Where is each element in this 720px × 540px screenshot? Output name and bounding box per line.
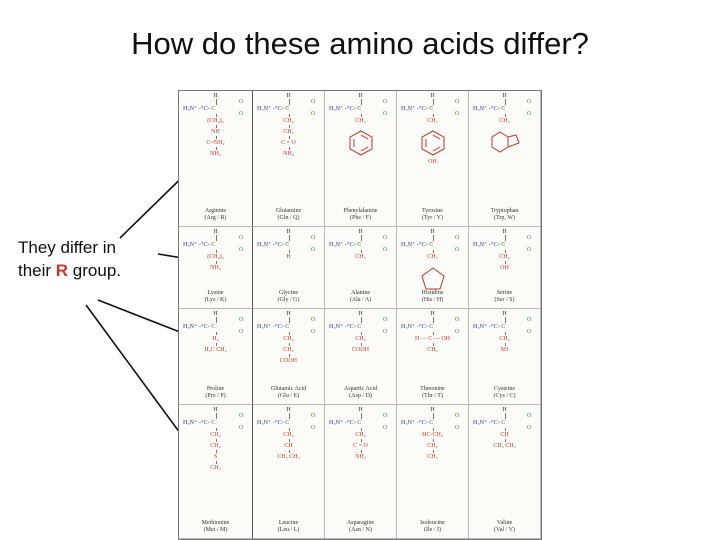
carbonyl-carbon: C [285, 323, 290, 330]
alpha-hydrogen: H [213, 311, 218, 317]
bond-line [289, 317, 290, 323]
amino-acid-cell [253, 227, 325, 309]
carboxyl-oxygen: O [527, 235, 532, 241]
carboxyl-oxygen: O [311, 111, 316, 117]
amino-acid-name [469, 386, 540, 400]
amine-group: H₃N⁺ -°C- [473, 241, 502, 248]
r-group-atom: (CH₂)₄ [207, 254, 224, 260]
backbone-formula [329, 241, 361, 248]
carboxyl-oxygen: O [455, 425, 460, 431]
amino-acid-full-name: Histidine [421, 290, 444, 296]
carbonyl-carbon: C [357, 105, 362, 112]
r-group-atom: NH₂ [283, 151, 294, 157]
carboxyl-oxygen: O [383, 111, 388, 117]
bond-line [505, 317, 506, 323]
r-group-atom: SH [500, 347, 509, 353]
bond-line [216, 317, 217, 323]
backbone-formula [473, 419, 505, 426]
amino-acid-name [469, 290, 540, 304]
bond-line [216, 413, 217, 419]
caption-r-letter: R [55, 261, 69, 280]
carboxyl-oxygen: O [383, 235, 388, 241]
bond-line [433, 317, 434, 323]
alpha-hydrogen: H [286, 407, 291, 413]
amino-acid-abbreviation: (Thr / T) [422, 393, 443, 399]
amino-acid-full-name: Tryptophan [490, 208, 519, 214]
bond-line [433, 235, 434, 241]
carboxyl-oxygen: O [527, 99, 532, 105]
r-group-atom: CH₂ [427, 118, 438, 124]
alpha-hydrogen: H [213, 407, 218, 413]
amino-acid-abbreviation: (His / H) [421, 297, 444, 303]
amino-acid-full-name: Phenylalanine [343, 208, 378, 214]
carboxyl-oxygen: O [239, 329, 244, 335]
slide-title: How do these amino acids differ? [131, 26, 589, 61]
amino-acid-full-name: Glycine [279, 290, 298, 296]
amino-acid-name [397, 386, 468, 400]
benzene-ring-icon [418, 129, 448, 157]
amino-acid-cell [179, 227, 253, 309]
indole-ring-icon [490, 129, 520, 157]
amine-group: H₃N⁺ -°C- [473, 419, 502, 426]
bond-line [361, 413, 362, 419]
backbone-formula [329, 419, 361, 426]
bond-line [505, 99, 506, 105]
amino-acid-cell [253, 91, 325, 227]
amino-acid-full-name: Asparagine [346, 520, 375, 526]
backbone-formula [183, 419, 215, 426]
carboxyl-oxygen: O [239, 235, 244, 241]
alpha-hydrogen: H [358, 93, 363, 99]
carbonyl-carbon: C [285, 105, 290, 112]
amine-group: H₃N⁺ -°C- [183, 105, 212, 112]
r-group-atom: CH₂ [283, 432, 294, 438]
bond-line [289, 99, 290, 105]
carbonyl-carbon: C [357, 241, 362, 248]
caption-line-1: They differ in [18, 238, 116, 257]
benzene-ring-icon [346, 129, 376, 157]
r-group-atom: H [286, 254, 291, 260]
r-group-atom: NH₂ [210, 265, 221, 271]
amino-acid-name [325, 520, 396, 534]
carbonyl-carbon: C [357, 323, 362, 330]
carboxyl-oxygen: O [239, 111, 244, 117]
bond-line [505, 235, 506, 241]
carbonyl-carbon: C [211, 105, 216, 112]
r-group-atom: CH₂ [499, 118, 510, 124]
r-group-atom: CH₃ [355, 254, 366, 260]
amine-group: H₃N⁺ -°C- [183, 323, 212, 330]
amine-group: H₃N⁺ -°C- [401, 241, 430, 248]
amino-acid-full-name: Glutamine [275, 208, 302, 214]
r-group-atom: CH₃ [427, 454, 438, 460]
amine-group: H₃N⁺ -°C- [329, 105, 358, 112]
r-group-atom: CH [500, 432, 509, 438]
bond-line [289, 235, 290, 241]
amine-group: H₃N⁺ -°C- [257, 241, 286, 248]
amine-group: H₃N⁺ -°C- [401, 323, 430, 330]
carboxyl-oxygen: O [239, 247, 244, 253]
r-group-atom: H₂ [212, 336, 219, 342]
alpha-hydrogen: H [213, 93, 218, 99]
carboxyl-oxygen: O [527, 413, 532, 419]
r-group-atom: HC-CH₃ [422, 432, 443, 438]
amino-acid-abbreviation: (Val / V) [494, 527, 515, 533]
r-group-atom: CH₂ [427, 254, 438, 260]
carboxyl-oxygen: O [527, 247, 532, 253]
amine-group: H₃N⁺ -°C- [257, 323, 286, 330]
alpha-hydrogen: H [502, 229, 507, 235]
amino-acid-cell [397, 405, 469, 539]
amino-acid-abbreviation: (Lys / K) [204, 297, 227, 303]
r-group-atom: NH [211, 129, 220, 135]
carbonyl-carbon: C [211, 419, 216, 426]
r-group-atom: CH [284, 443, 293, 449]
amino-acid-cell [325, 405, 397, 539]
r-group-atom: OH [500, 265, 509, 271]
carbonyl-carbon: C [429, 105, 434, 112]
backbone-formula [401, 105, 433, 112]
backbone-formula [401, 241, 433, 248]
amino-acid-name [397, 520, 468, 534]
r-group-atom: S [213, 454, 218, 460]
carboxyl-oxygen: O [383, 317, 388, 323]
alpha-hydrogen: H [430, 407, 435, 413]
backbone-formula [257, 105, 289, 112]
amino-acid-cell [179, 91, 253, 227]
r-group-atom: CH₂ [355, 118, 366, 124]
r-group-atom: H₂C CH₂ [204, 347, 227, 353]
carboxyl-oxygen: O [311, 99, 316, 105]
alpha-hydrogen: H [430, 229, 435, 235]
amino-acid-abbreviation: (Cys / C) [493, 393, 516, 399]
carboxyl-oxygen: O [455, 329, 460, 335]
amino-acid-cell [325, 91, 397, 227]
amino-acid-full-name: Threonine [420, 386, 445, 392]
r-group-atom: CH₂ [499, 336, 510, 342]
amine-group: H₃N⁺ -°C- [473, 105, 502, 112]
carboxyl-oxygen: O [239, 317, 244, 323]
backbone-formula [183, 323, 215, 330]
amino-acid-cell [253, 309, 325, 405]
amino-acid-cell [179, 405, 253, 539]
amine-group: H₃N⁺ -°C- [257, 105, 286, 112]
amino-acid-cell [325, 309, 397, 405]
r-group-atom: CH₂ [355, 336, 366, 342]
r-group-atom: C = O [353, 443, 368, 449]
backbone-formula [257, 241, 289, 248]
r-group-atom: CH₂ [499, 254, 510, 260]
amino-acid-full-name: Leucine [278, 520, 299, 526]
r-group-atom: CH₂ [210, 443, 221, 449]
amino-acid-full-name: Arginine [204, 208, 227, 214]
alpha-hydrogen: H [286, 311, 291, 317]
carboxyl-oxygen: O [311, 317, 316, 323]
amino-acid-cell [253, 405, 325, 539]
amino-acid-abbreviation: (Arg / R) [204, 215, 227, 221]
bond-line [433, 99, 434, 105]
amino-acid-cell [397, 227, 469, 309]
amino-acid-full-name: Glutamic Acid [270, 386, 307, 392]
amino-acid-abbreviation: (Glu / E) [277, 393, 300, 399]
imidazole-ring-icon [418, 265, 448, 293]
amino-acid-full-name: Proline [206, 386, 225, 392]
bond-line [505, 413, 506, 419]
alpha-hydrogen: H [358, 311, 363, 317]
r-group-atom: C=NH₂ [206, 140, 225, 146]
r-group-atom: CH₃ [427, 347, 438, 353]
alpha-hydrogen: H [430, 311, 435, 317]
amine-group: H₃N⁺ -°C- [183, 241, 212, 248]
carbonyl-carbon: C [285, 241, 290, 248]
amine-group: H₃N⁺ -°C- [329, 419, 358, 426]
amino-acid-chart [178, 90, 542, 540]
amino-acid-cell [397, 91, 469, 227]
r-group-atom: CH₃ [210, 465, 221, 471]
backbone-formula [257, 419, 289, 426]
carboxyl-oxygen: O [527, 111, 532, 117]
carboxyl-oxygen: O [527, 317, 532, 323]
amino-acid-full-name: Aspartic Acid [343, 386, 378, 392]
r-group-atom: NH₂ [210, 151, 221, 157]
carbonyl-carbon: C [357, 419, 362, 426]
amino-acid-abbreviation: (Leu / L) [277, 527, 300, 533]
amino-acid-full-name: Lysine [207, 290, 224, 296]
amino-acid-abbreviation: (Asp / D) [349, 393, 372, 399]
amino-acid-name [469, 520, 540, 534]
bond-line [216, 235, 217, 241]
amino-acid-cell [469, 91, 541, 227]
amino-acid-cell [469, 309, 541, 405]
amino-acid-abbreviation: (Phe / F) [350, 215, 371, 221]
bond-line [361, 235, 362, 241]
amino-acid-abbreviation: (Asn / N) [349, 527, 372, 533]
carboxyl-oxygen: O [383, 247, 388, 253]
amine-group: H₃N⁺ -°C- [329, 241, 358, 248]
backbone-formula [473, 323, 505, 330]
carboxyl-oxygen: O [239, 425, 244, 431]
amino-acid-full-name: Serine [496, 290, 513, 296]
amino-acid-cell [469, 227, 541, 309]
amino-acid-abbreviation: (Ala / A) [349, 297, 372, 303]
carbonyl-carbon: C [501, 419, 506, 426]
caption-line-2-after: group. [68, 261, 122, 280]
amino-acid-name [469, 208, 540, 222]
bond-line [433, 413, 434, 419]
amine-group: H₃N⁺ -°C- [473, 323, 502, 330]
carboxyl-oxygen: O [455, 235, 460, 241]
backbone-formula [329, 323, 361, 330]
carbonyl-carbon: C [285, 419, 290, 426]
amine-group: H₃N⁺ -°C- [401, 105, 430, 112]
backbone-formula [257, 323, 289, 330]
amino-acid-full-name: Cysteine [494, 386, 515, 392]
carbonyl-carbon: C [429, 419, 434, 426]
amino-acid-abbreviation: (Gly / G) [277, 297, 300, 303]
amino-acid-abbreviation: (Ile / I) [424, 527, 441, 533]
r-group-atom: COOH [351, 347, 369, 353]
carboxyl-oxygen: O [527, 329, 532, 335]
alpha-hydrogen: H [502, 407, 507, 413]
amino-acid-abbreviation: (Tyr / Y) [421, 215, 444, 221]
amino-acid-name [253, 290, 324, 304]
bond-line [361, 99, 362, 105]
amino-acid-abbreviation: (Met / M) [203, 527, 228, 533]
amino-acid-name [253, 386, 324, 400]
r-group-atom: CH₂ [355, 432, 366, 438]
alpha-hydrogen: H [502, 311, 507, 317]
carboxyl-oxygen: O [383, 329, 388, 335]
bond-line [289, 413, 290, 419]
carboxyl-oxygen: O [311, 329, 316, 335]
r-group-atom: CH₂ [283, 336, 294, 342]
carboxyl-oxygen: O [455, 99, 460, 105]
amino-acid-full-name: Methionine [201, 520, 230, 526]
amine-group: H₃N⁺ -°C- [257, 419, 286, 426]
carboxyl-oxygen: O [455, 317, 460, 323]
carboxyl-oxygen: O [383, 99, 388, 105]
alpha-hydrogen: H [286, 93, 291, 99]
r-group-atom: CH₂ [283, 129, 294, 135]
r-group-atom: CH₂ [283, 347, 294, 353]
amino-acid-name [179, 290, 252, 304]
r-group-atom: (CH₂)₃ [207, 118, 224, 124]
amino-acid-full-name: Alanine [351, 290, 370, 296]
carboxyl-oxygen: O [527, 425, 532, 431]
amine-group: H₃N⁺ -°C- [183, 419, 212, 426]
r-group-atom: CH₃ CH₃ [493, 443, 516, 449]
carbonyl-carbon: C [501, 241, 506, 248]
amino-acid-cell [325, 227, 397, 309]
carboxyl-oxygen: O [311, 247, 316, 253]
r-group-atom: CH₂ [210, 432, 221, 438]
carboxyl-oxygen: O [311, 425, 316, 431]
r-group-atom: NH₂ [355, 454, 366, 460]
r-group-atom: CH₃ CH₃ [277, 454, 300, 460]
caption-line-2-before: their [18, 261, 56, 280]
amino-acid-cell [397, 309, 469, 405]
r-group-atom: OH [428, 159, 437, 165]
carboxyl-oxygen: O [383, 413, 388, 419]
amino-acid-abbreviation: (Ser / S) [494, 297, 515, 303]
amino-acid-name [253, 208, 324, 222]
amino-acid-abbreviation: (Gln / Q) [277, 215, 300, 221]
amino-acid-cell [469, 405, 541, 539]
alpha-hydrogen: H [358, 229, 363, 235]
backbone-formula [329, 105, 361, 112]
backbone-formula [401, 419, 433, 426]
carboxyl-oxygen: O [455, 111, 460, 117]
carbonyl-carbon: C [211, 241, 216, 248]
carboxyl-oxygen: O [455, 247, 460, 253]
bond-line [361, 317, 362, 323]
carbonyl-carbon: C [501, 105, 506, 112]
backbone-formula [183, 241, 215, 248]
carboxyl-oxygen: O [239, 99, 244, 105]
amino-acid-name [179, 208, 252, 222]
alpha-hydrogen: H [358, 407, 363, 413]
amino-acid-name [325, 386, 396, 400]
carboxyl-oxygen: O [311, 235, 316, 241]
carboxyl-oxygen: O [239, 413, 244, 419]
amino-acid-full-name: Tyrosine [422, 208, 443, 214]
amino-acid-name [397, 290, 468, 304]
carbonyl-carbon: C [501, 323, 506, 330]
carboxyl-oxygen: O [455, 413, 460, 419]
carboxyl-oxygen: O [311, 413, 316, 419]
r-group-atom: CH₂ [283, 118, 294, 124]
alpha-hydrogen: H [502, 93, 507, 99]
backbone-formula [183, 105, 215, 112]
carboxyl-oxygen: O [383, 425, 388, 431]
amino-acid-name [179, 386, 252, 400]
carbonyl-carbon: C [429, 323, 434, 330]
amino-acid-name [253, 520, 324, 534]
amino-acid-abbreviation: (Trp, W) [493, 215, 515, 221]
amino-acid-name [397, 208, 468, 222]
backbone-formula [473, 241, 505, 248]
carbonyl-carbon: C [429, 241, 434, 248]
alpha-hydrogen: H [286, 229, 291, 235]
alpha-hydrogen: H [213, 229, 218, 235]
backbone-formula [401, 323, 433, 330]
r-group-atom: H — C — OH [414, 336, 450, 342]
amine-group: H₃N⁺ -°C- [401, 419, 430, 426]
arrow-to-proline [98, 300, 185, 334]
amino-acid-cell [179, 309, 253, 405]
backbone-formula [473, 105, 505, 112]
alpha-hydrogen: H [430, 93, 435, 99]
r-group-atom: C = O [281, 140, 296, 146]
bond-line [216, 99, 217, 105]
amino-acid-abbreviation: (Pro / P) [205, 393, 226, 399]
amino-acid-name [325, 208, 396, 222]
amine-group: H₃N⁺ -°C- [329, 323, 358, 330]
amino-acid-name [325, 290, 396, 304]
r-group-atom: COOH [279, 358, 297, 364]
amino-acid-full-name: Isoleucine [420, 520, 445, 526]
amino-acid-name [179, 520, 252, 534]
carbonyl-carbon: C [211, 323, 216, 330]
amino-acid-full-name: Valine [496, 520, 513, 526]
r-group-atom: CH₂ [427, 443, 438, 449]
